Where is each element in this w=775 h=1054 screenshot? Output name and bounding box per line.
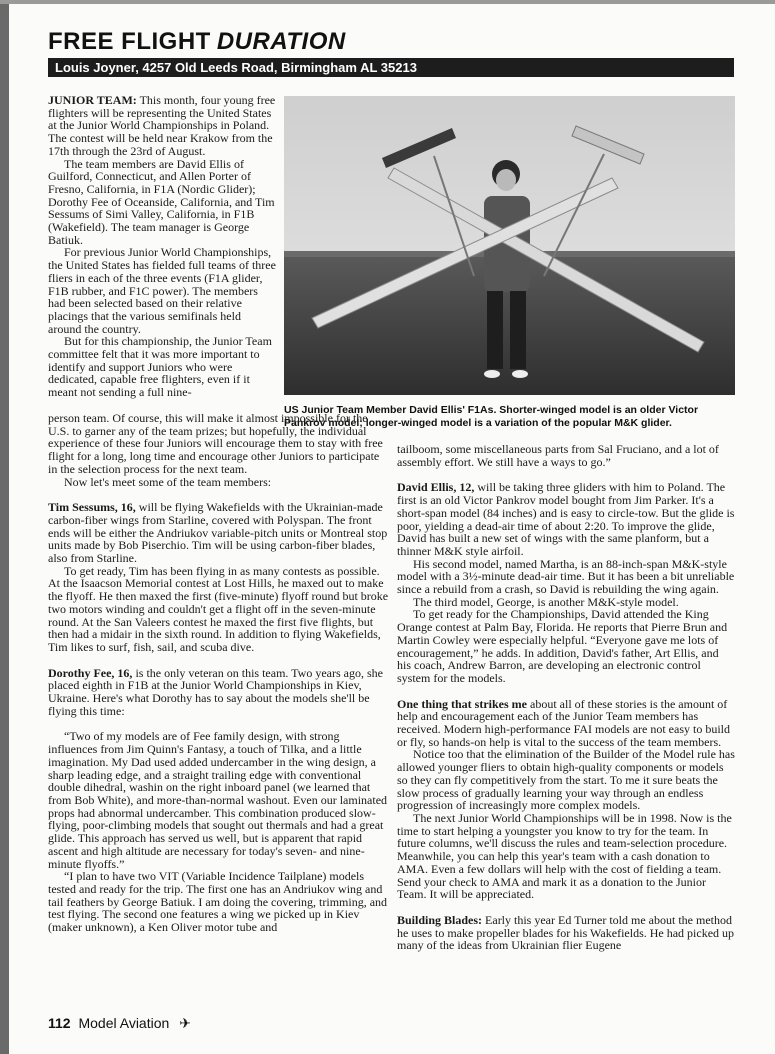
column-left-bottom xyxy=(48,412,390,934)
scan-edge-left xyxy=(0,0,9,1054)
paragraph: To get ready for the Championships, David attended the King Orange contest at Palm Bay, Florida. He reports that Pierre Brun and Martin Cowley were especially helpful. “Everyone gave me lots of encouragement,” he adds. In addition, David's father, Art Ellis, and his coach, Andrew Barron, are developing an electronic control system for the models. xyxy=(397,607,728,685)
page-number: 112 xyxy=(48,1015,71,1031)
paragraph: person team. Of course, this will make it almost impossible for the U.S. to garner any of the team prizes; but hopefully, the individual experience of these four Juniors will encourage them to stay with free flight for a long, long time and encourage other Juniors to participate in the selection process for the next team. xyxy=(48,411,383,476)
title-main: FREE FLIGHT xyxy=(48,28,211,55)
paragraph: Now let's meet some of the team members: xyxy=(64,474,272,489)
paragraph-text: is the only veteran on this team. Two years ago, she placed eighth in F1B at the Junior World Championships in Kiev, Ukraine. Here's what Dorothy has to say about the models she'll be flying this time: xyxy=(48,665,383,718)
paragraph-text: will be flying Wakefields with the Ukrainian-made carbon-fiber wings from Starline, covered with Polyspan. The front ends will be either the Andriukov variable-pitch units or Montreal stop units made by Bob Piserchio. Tim will be using carbon-fiber blades, also from Starline. xyxy=(48,500,388,566)
section-lead: Dorothy Fee, 16, xyxy=(48,665,133,680)
paragraph xyxy=(48,501,390,565)
page-footer xyxy=(48,1015,191,1032)
paragraph-text: about all of these stories is the amount of help and encouragement each of the Junior Team members has received. Modern high-performance FAI models are not easy to build or fly, so hands-on help is vital to the success of the team members. xyxy=(397,696,730,749)
magazine-name: Model Aviation xyxy=(78,1015,170,1031)
quote-paragraph: “I plan to have two VIT (Variable Incidence Tailplane) models tested and ready for the trip. The first one has an Andriukov wing and tail feathers by George Batiuk. I am doing the covering, trimming, and test flying. The second one features a wing we picked up in Kiev (maker unknown), a Ken Oliver motor tube and xyxy=(48,869,388,935)
title-sub: DURATION xyxy=(216,28,346,55)
paragraph: His second model, named Martha, is an 88-inch-span M&K-style model with a 3½-minute dead-air time. But it has been a bit unreliable since a rebuild from a crash, so David is rebuilding the wing again. xyxy=(397,556,735,597)
paragraph-text: Early this year Ed Turner told me about the method he uses to make propeller blades for his Wakefields. He had picked up many of the ideas from Ukrainian flier Eugene xyxy=(397,912,735,953)
team-photo xyxy=(284,96,735,395)
paragraph: tailboom, some miscellaneous parts from Sal Fruciano, and a lot of assembly effort. We still have a ways to go.” xyxy=(397,442,719,469)
paragraph xyxy=(397,914,735,952)
section-lead: Building Blades: xyxy=(397,912,483,927)
paragraph xyxy=(48,667,390,718)
paragraph xyxy=(397,481,735,557)
paragraph: Notice too that the elimination of the Builder of the Model rule has allowed younger fliers to obtain high-quality components or models so they can fly competitively from the start. To me it sure beats the slow process of gradually learning your way through an endless progression of increasingly more complex models. xyxy=(397,747,735,813)
paragraph: But for this championship, the Junior Team committee felt that it was more important to identify and support Juniors who were dedicated, capable free flighters, even if it meant not sending a full nine- xyxy=(48,334,272,400)
section-lead: JUNIOR TEAM: xyxy=(48,93,137,107)
paragraph-text: will be taking three gliders with him to Poland. The first is an old Victor Pankrov model bought from Jim Parker. It's a short-span model (84 inches) and is easy to circle-tow. But the glide is poor, yielding a dead-air time of about 2:20. To improve the glide, David has built a new set of wings with the same planform, but a thinner M&K style airfoil. xyxy=(397,480,735,558)
photo-caption: US Junior Team Member David Ellis' F1As. Shorter-winged model is an older Victor Pankrov model; longer-winged model is a variation of the popular M&K glider. xyxy=(284,404,699,429)
paragraph xyxy=(48,94,276,158)
airplane-icon: ✈ xyxy=(179,1015,191,1031)
paragraph: The next Junior World Championships will be in 1998. Now is the time to start helping a youngster you know to try for the team. In future columns, we'll discuss the rules and team-selection procedure. Meanwhile, you can help this year's team with a cash donation to AMA. Even a few dollars will help with the cost of fielding a team. Send your check to AMA and mark it as a donation to the Junior Team. It will be appreciated. xyxy=(397,810,732,902)
section-lead: One thing that strikes me xyxy=(397,696,527,711)
paragraph: For previous Junior World Championships, the United States has fielded full teams of three fliers in each of the three events (F1A glider, F1B rubber, and F1C power). The members had been selected based on their relative placings that the various semifinals held around the country. xyxy=(48,245,276,336)
paragraph: The third model, George, is another M&K-style model. xyxy=(413,594,679,609)
column-left-top xyxy=(48,94,276,399)
author-byline: Louis Joyner, 4257 Old Leeds Road, Birmingham AL 35213 xyxy=(48,58,734,77)
paragraph xyxy=(397,698,735,749)
quote-paragraph: “Two of my models are of Fee family design, with strong influences from Jim Quinn's Fantasy, a touch of Tilka, and a little imagination. My Dad used added undercamber in the wing design, a sharp leading edge, and a straight trailing edge with conventional double dihedral, washin on the right inboard panel (we learned that from Bob White), and more-than-normal washout. Even our laminated props had abnormal undercamber. This combination produced slow-flying, poor-climbing models that sought out thermals and had a great glide. This approach has served us well, but is apparent that rapid ascent and high altitude are necessary for today's seven- and nine-minute flyoffs.” xyxy=(48,729,388,871)
paragraph: To get ready, Tim has been flying in as many contests as possible. At the Isaacson Memorial contest at Lost Hills, he maxed out to make the flyoff. He then maxed the first (five-minute) flyoff round but broke two motors winding and couldn't get a flight off in the seven-minute round. At the San Valeers contest he maxed the first five flights, but then had a midair in the sixth round. In addition to flying Wakefields, Tim likes to surf, fish, sail, and scuba dive. xyxy=(48,563,389,654)
scan-edge-top xyxy=(0,0,775,4)
section-lead: Tim Sessums, 16, xyxy=(48,500,136,515)
column-title xyxy=(48,28,346,56)
paragraph-text: This month, four young free flighters will be representing the United States at the Junior World Championships in Poland. The contest will be held near Krakow from the 17th through the 23rd of August. xyxy=(48,93,276,158)
column-right-bottom xyxy=(397,443,735,952)
section-lead: David Ellis, 12, xyxy=(397,480,475,495)
paragraph: The team members are David Ellis of Guilford, Connecticut, and Allen Porter of Fresno, California, in F1A (Nordic Glider); Dorothy Fee of Oceanside, California, and Tim Sessums of Simi Valley, California, in F1B (Wakefield). The team manager is George Batiuk. xyxy=(48,156,275,247)
